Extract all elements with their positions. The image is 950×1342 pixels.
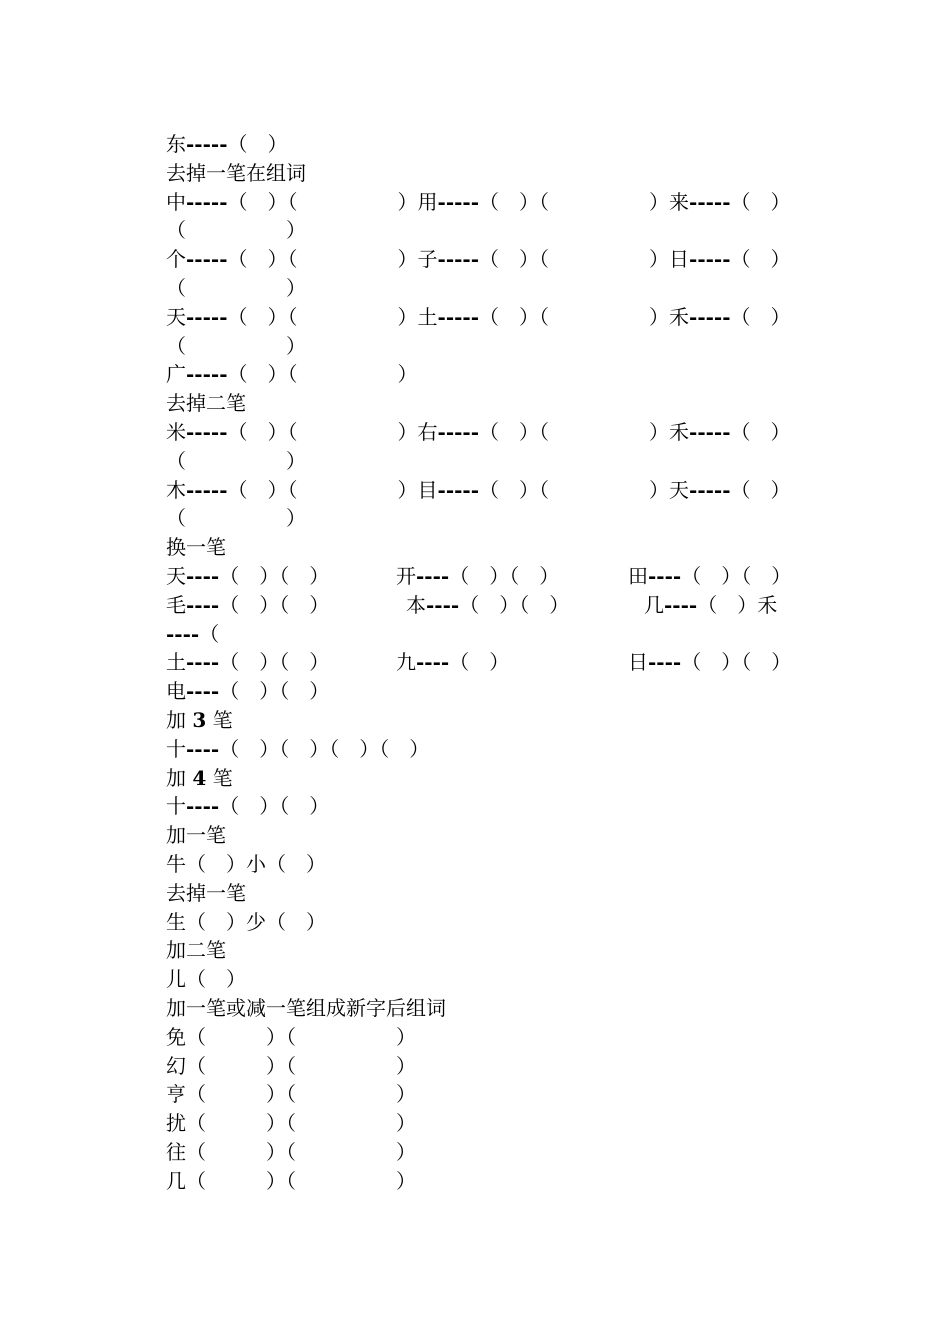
worksheet-line-text: 十----（ ）（ ）	[166, 794, 330, 819]
worksheet-line	[166, 1138, 788, 1167]
worksheet-line-text: 天----（ ）（ ）	[166, 563, 330, 588]
worksheet-line	[166, 706, 788, 735]
worksheet-line-text: 加 4 笔	[166, 765, 233, 790]
worksheet-line-text: （ ）	[166, 218, 306, 243]
worksheet-line-text: 去掉一笔在组词	[166, 160, 306, 185]
worksheet-line	[166, 476, 791, 505]
worksheet-line	[166, 332, 788, 361]
worksheet-line	[166, 879, 788, 908]
worksheet-line-text: 东-----（ ）	[166, 132, 288, 156]
worksheet-line	[166, 130, 788, 159]
worksheet-line-text: 几（ ）（ ）	[166, 1168, 416, 1193]
worksheet-line-text: 换一笔	[166, 535, 226, 560]
worksheet-line	[166, 1109, 788, 1138]
worksheet-line-text: 幻（ ）（ ）	[166, 1053, 416, 1078]
worksheet-line	[166, 360, 788, 389]
worksheet-line	[166, 274, 788, 303]
worksheet-line-text: 田----（ ）（ ）	[628, 563, 792, 588]
worksheet-line	[166, 591, 788, 620]
worksheet-line-text: 本----（ ）（ ）	[406, 592, 570, 617]
worksheet-line	[166, 216, 788, 245]
worksheet-line-text: （ ）	[166, 333, 306, 358]
worksheet-line-text: 去掉二笔	[166, 391, 246, 416]
worksheet-line-text: 个-----（ ）（ ）子-----（ ）（ ）日-----（ ）	[166, 247, 791, 272]
worksheet-line	[166, 1167, 788, 1196]
worksheet-line-text: （ ）	[166, 275, 306, 300]
worksheet-line-text: 广-----（ ）（ ）	[166, 362, 418, 387]
worksheet-line-text: 扰（ ）（ ）	[166, 1111, 416, 1136]
worksheet-line	[166, 994, 788, 1023]
worksheet-line-text: 亨（ ）（ ）	[166, 1082, 416, 1107]
worksheet-line	[166, 245, 791, 274]
worksheet-line-text: 九----（ ）	[396, 650, 510, 675]
worksheet-line-text: 儿（ ）	[166, 967, 246, 992]
worksheet-line-text: 牛（ ）小（ ）	[166, 851, 326, 876]
worksheet-line-text: 生（ ）少（ ）	[166, 909, 326, 934]
worksheet-line	[166, 620, 788, 649]
worksheet-line-text: ----（	[166, 621, 220, 646]
worksheet-line-text: 木-----（ ）（ ）目-----（ ）（ ）天-----（ ）	[166, 477, 791, 502]
worksheet-line-text: 土----（ ）（ ）	[166, 650, 330, 675]
worksheet-line	[166, 936, 788, 965]
worksheet-line	[166, 850, 788, 879]
worksheet-line-text: 中-----（ ）（ ）用-----（ ）（ ）来-----（ ）	[166, 189, 791, 214]
worksheet-line	[166, 303, 791, 332]
worksheet-line-text: 天-----（ ）（ ）土-----（ ）（ ）禾-----（ ）	[166, 304, 791, 329]
worksheet-line	[166, 1052, 788, 1081]
worksheet-line	[166, 821, 788, 850]
worksheet-line-text: 电----（ ）（ ）	[166, 679, 330, 704]
worksheet-line-text: （ ）	[166, 448, 306, 473]
worksheet-line-text: 几----（ ）禾	[644, 592, 778, 617]
worksheet-line	[166, 735, 788, 764]
worksheet-line	[166, 389, 788, 418]
worksheet-line	[166, 792, 788, 821]
worksheet-line	[166, 677, 788, 706]
worksheet-line	[166, 188, 791, 217]
worksheet-line	[166, 648, 792, 677]
worksheet-line-text: 去掉一笔	[166, 880, 246, 905]
worksheet-line	[166, 562, 792, 591]
worksheet-line	[166, 908, 788, 937]
worksheet-line-text: 米-----（ ）（ ）右-----（ ）（ ）禾-----（ ）	[166, 419, 791, 444]
worksheet-line	[166, 447, 788, 476]
worksheet-line-text: 往（ ）（ ）	[166, 1139, 416, 1164]
worksheet-line-text: 加二笔	[166, 938, 226, 963]
worksheet-line-text: 毛----（ ）（ ）	[166, 592, 330, 617]
worksheet-line-text: 加一笔	[166, 823, 226, 848]
worksheet-line-text: 免（ ）（ ）	[166, 1024, 416, 1049]
worksheet-line	[166, 1080, 788, 1109]
worksheet-document	[166, 130, 792, 1195]
worksheet-line	[166, 1023, 788, 1052]
worksheet-line-text: 日----（ ）（ ）	[628, 650, 792, 675]
worksheet-line	[166, 965, 788, 994]
worksheet-line-text: 加一笔或减一笔组成新字后组词	[166, 995, 446, 1020]
worksheet-line-text: （ ）	[166, 506, 306, 531]
worksheet-line-text: 十----（ ）（ ）（ ）（ ）	[166, 736, 430, 761]
worksheet-line-text: 开----（ ）（ ）	[396, 563, 560, 588]
worksheet-line	[166, 504, 788, 533]
worksheet-line	[166, 764, 788, 793]
worksheet-line	[166, 159, 788, 188]
worksheet-line-text: 加 3 笔	[166, 707, 233, 732]
worksheet-line	[166, 533, 788, 562]
worksheet-line	[166, 418, 791, 447]
